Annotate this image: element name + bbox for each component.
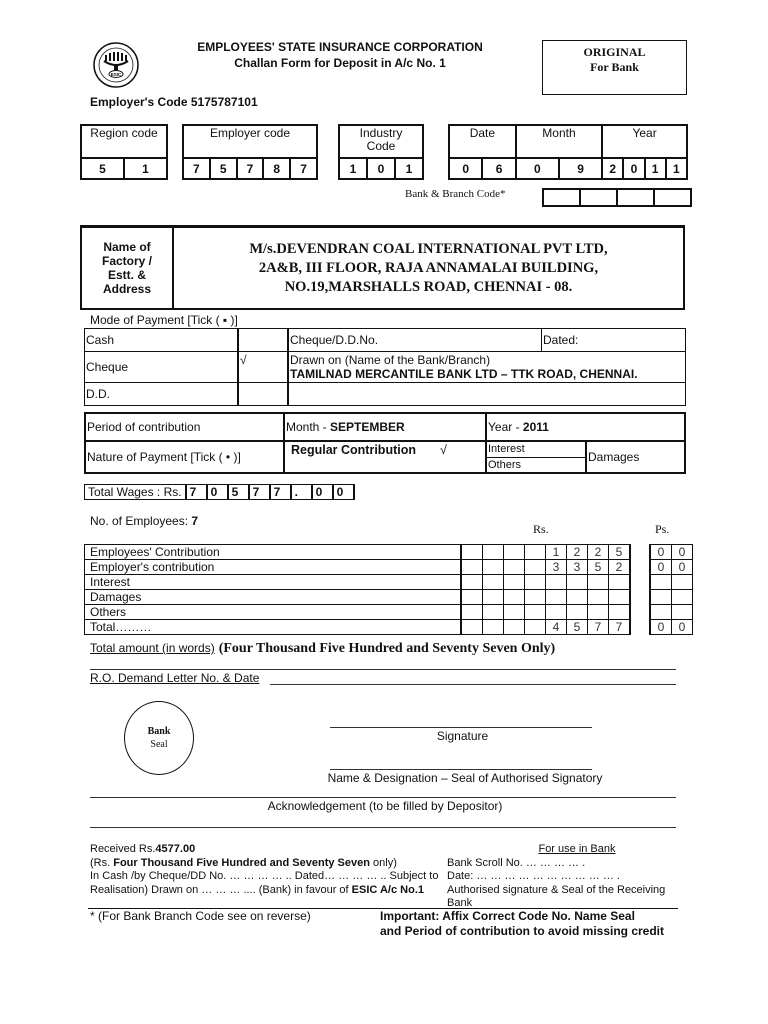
bank-use-section xyxy=(447,843,687,911)
factory-address-box xyxy=(80,225,685,310)
received-words-line xyxy=(90,857,438,871)
contribution-row xyxy=(85,590,693,605)
demand-letter-label: R.O. Demand Letter No. & Date xyxy=(90,671,260,685)
paise-digit-cell[interactable] xyxy=(672,590,693,605)
rupee-digit-cell[interactable] xyxy=(504,575,525,590)
rupee-digit-cell[interactable] xyxy=(504,590,525,605)
total-wages-box xyxy=(84,484,355,500)
contribution-row xyxy=(85,545,693,560)
rupee-digit-cell[interactable] xyxy=(483,590,504,605)
rupee-digit-cell[interactable] xyxy=(525,590,546,605)
rupee-digit-cell[interactable] xyxy=(546,575,567,590)
employer-code-box xyxy=(182,124,318,180)
factory-label-line: Estt. & xyxy=(107,268,146,282)
rupee-digit-cell[interactable]: 7 xyxy=(609,620,631,635)
date-label: Date xyxy=(449,125,516,158)
rupee-digit-cell[interactable]: 1 xyxy=(546,545,567,560)
factory-address-line: M/s.DEVENDRAN COAL INTERNATIONAL PVT LTD, xyxy=(249,240,608,257)
month-digit[interactable]: 9 xyxy=(559,158,602,179)
factory-label-line: Name of xyxy=(103,240,151,254)
total-amount-words-label: Total amount (in words) xyxy=(90,641,215,655)
period-of-contribution-table xyxy=(84,412,686,474)
rupee-digit-cell[interactable]: 7 xyxy=(588,620,609,635)
rupee-digit-cell[interactable] xyxy=(525,545,546,560)
contribution-row-label: Interest xyxy=(85,575,462,590)
rupee-digit-cell[interactable] xyxy=(483,575,504,590)
employer-code-digit[interactable]: 7 xyxy=(237,158,264,179)
year-digit[interactable]: 1 xyxy=(645,158,666,179)
column-gap xyxy=(630,560,650,575)
rupee-digit-cell[interactable] xyxy=(483,545,504,560)
factory-label-line: Factory / xyxy=(101,254,152,268)
copy-label-for-bank: For Bank xyxy=(590,60,639,74)
paise-digit-cell[interactable] xyxy=(650,605,672,620)
factory-label-line: Address xyxy=(102,282,151,296)
rupee-digit-cell[interactable]: 5 xyxy=(588,560,609,575)
rupee-digit-cell[interactable] xyxy=(588,575,609,590)
number-of-employees xyxy=(90,514,198,528)
wages-digit[interactable]: 5 xyxy=(228,485,249,500)
contribution-row-label: Damages xyxy=(85,590,462,605)
dd-tick-cell[interactable] xyxy=(238,383,288,406)
rupee-digit-cell[interactable]: 3 xyxy=(546,560,567,575)
employer-code-digit[interactable]: 8 xyxy=(263,158,290,179)
region-code-label: Region code xyxy=(81,125,167,158)
bank-branch-code-digit[interactable] xyxy=(654,189,691,206)
rupee-digit-cell[interactable] xyxy=(504,620,525,635)
rupee-digit-cell[interactable] xyxy=(504,605,525,620)
rupee-digit-cell[interactable] xyxy=(525,605,546,620)
employer-code-label: Employer code xyxy=(183,125,317,158)
column-gap xyxy=(630,545,650,560)
rupee-digit-cell[interactable] xyxy=(483,605,504,620)
region-code-digit[interactable]: 1 xyxy=(124,158,167,179)
year-label: Year xyxy=(602,125,687,158)
regular-contribution-tick: √ xyxy=(440,443,447,457)
divider-line xyxy=(90,669,676,670)
divider-line xyxy=(90,827,676,828)
contribution-table xyxy=(84,544,693,635)
period-label: Period of contribution xyxy=(85,413,284,441)
cash-label: Cash xyxy=(85,329,239,352)
received-drawn-line xyxy=(90,884,438,898)
demand-letter-row[interactable] xyxy=(90,671,259,685)
received-words-suffix: only) xyxy=(369,856,397,869)
logo-text: ESIC xyxy=(110,72,122,77)
rupees-column-label: Rs. xyxy=(533,522,549,536)
factory-address-line: NO.19,MARSHALLS ROAD, CHENNAI - 08. xyxy=(284,278,573,295)
paise-column-label: Ps. xyxy=(655,522,670,536)
industry-code-digit[interactable]: 1 xyxy=(395,158,423,179)
bank-branch-code-boxes xyxy=(542,188,692,207)
wages-digit[interactable]: 7 xyxy=(249,485,270,500)
date-digit[interactable]: 6 xyxy=(482,158,515,179)
column-gap xyxy=(630,605,650,620)
paise-digit-cell[interactable]: 0 xyxy=(672,620,693,635)
paise-digit-cell[interactable]: 0 xyxy=(650,545,672,560)
industry-code-digit[interactable]: 1 xyxy=(339,158,367,179)
employer-code-heading: Employer's Code 5175787101 xyxy=(90,95,258,109)
factory-address[interactable] xyxy=(174,228,683,308)
rupee-digit-cell[interactable] xyxy=(546,605,567,620)
cheque-label: Cheque xyxy=(85,352,239,383)
important-notice-line2: and Period of contribution to avoid missing credit xyxy=(380,924,665,938)
contribution-row xyxy=(85,620,693,635)
cheque-dd-no-label: Cheque/D.D.No. xyxy=(288,329,542,352)
industry-code-digit[interactable]: 0 xyxy=(367,158,395,179)
demand-letter-fill-line[interactable] xyxy=(270,684,676,685)
bank-branch-code-digit[interactable] xyxy=(580,189,617,206)
rupee-digit-cell[interactable] xyxy=(588,605,609,620)
nature-of-payment-label: Nature of Payment [Tick ( • )] xyxy=(85,441,284,473)
received-prefix: Received Rs. xyxy=(90,843,156,855)
dd-label: D.D. xyxy=(85,383,239,406)
month-digit[interactable]: 0 xyxy=(516,158,559,179)
number-of-employees-value: 7 xyxy=(191,514,199,528)
column-gap xyxy=(630,620,650,635)
bank-branch-footnote: * (For Bank Branch Code see on reverse) xyxy=(90,909,311,923)
contribution-row-label: Others xyxy=(85,605,462,620)
esic-logo-icon xyxy=(92,41,140,89)
paise-digit-cell[interactable] xyxy=(650,575,672,590)
rupee-digit-cell[interactable] xyxy=(461,620,483,635)
paise-digit-cell[interactable]: 0 xyxy=(672,560,693,575)
contribution-row-label: Employer's contribution xyxy=(85,560,462,575)
bank-branch-code-digit[interactable] xyxy=(543,189,580,206)
period-year[interactable] xyxy=(486,413,685,441)
org-name: EMPLOYEES' STATE INSURANCE CORPORATION xyxy=(197,40,483,54)
form-title: Challan Form for Deposit in A/c No. 1 xyxy=(234,56,446,70)
rupee-digit-cell[interactable] xyxy=(567,575,588,590)
rupee-digit-cell[interactable] xyxy=(609,575,631,590)
year-value: 2011 xyxy=(522,420,549,434)
total-wages-label: Total Wages : Rs. xyxy=(85,485,186,500)
rupee-digit-cell[interactable] xyxy=(461,575,483,590)
bank-branch-code-label: Bank & Branch Code* xyxy=(405,188,506,200)
important-notice xyxy=(380,909,664,939)
paise-digit-cell[interactable]: 0 xyxy=(650,620,672,635)
others-option[interactable]: Others xyxy=(486,457,586,473)
rupee-digit-cell[interactable] xyxy=(567,590,588,605)
drawn-on-value: TAMILNAD MERCANTILE BANK LTD – TTK ROAD, CHENNAI. xyxy=(290,367,638,381)
received-words-prefix: (Rs. xyxy=(90,856,114,869)
paise-digit-cell[interactable] xyxy=(650,590,672,605)
number-of-employees-label: No. of Employees: xyxy=(90,514,192,528)
important-notice-line1: Important: Affix Correct Code No. Name Seal xyxy=(380,909,635,923)
rupee-digit-cell[interactable] xyxy=(525,620,546,635)
wages-digit[interactable]: 0 xyxy=(312,485,333,500)
received-amount-line xyxy=(90,843,438,857)
dated-label: Dated: xyxy=(542,329,686,352)
bank-seal-line1: Bank xyxy=(147,726,171,737)
paise-digit-cell[interactable]: 0 xyxy=(672,545,693,560)
divider-line xyxy=(90,797,676,798)
rupee-digit-cell[interactable]: 2 xyxy=(609,560,631,575)
rupee-digit-cell[interactable] xyxy=(461,560,483,575)
cheque-tick-cell[interactable]: √ xyxy=(238,352,288,383)
wages-digit[interactable]: . xyxy=(291,485,312,500)
copy-label-box xyxy=(542,40,687,95)
region-code-digit[interactable]: 5 xyxy=(81,158,124,179)
column-gap xyxy=(630,575,650,590)
dd-details-cell[interactable] xyxy=(288,383,686,406)
rupee-digit-cell[interactable]: 2 xyxy=(588,545,609,560)
rupee-digit-cell[interactable]: 5 xyxy=(609,545,631,560)
contribution-row xyxy=(85,575,693,590)
month-label: Month - xyxy=(286,420,331,434)
rupee-digit-cell[interactable]: 4 xyxy=(546,620,567,635)
factory-label xyxy=(82,228,174,308)
paise-digit-cell[interactable] xyxy=(672,605,693,620)
region-code-box xyxy=(80,124,168,180)
regular-contribution-cell[interactable] xyxy=(284,441,486,473)
month-label: Month xyxy=(516,125,602,158)
year-digit[interactable]: 2 xyxy=(602,158,623,179)
bank-branch-code-digit[interactable] xyxy=(617,189,654,206)
paise-digit-cell[interactable]: 0 xyxy=(650,560,672,575)
rupee-digit-cell[interactable] xyxy=(525,560,546,575)
signature-line[interactable] xyxy=(330,727,592,728)
bank-seal-line2: Seal xyxy=(150,739,168,750)
interest-option[interactable]: Interest xyxy=(486,441,586,457)
bank-scroll-no[interactable]: Bank Scroll No. … … … … . xyxy=(447,856,586,869)
industry-code-label: Industry Code xyxy=(339,125,423,158)
rupee-digit-cell[interactable] xyxy=(504,545,525,560)
name-designation-label: Name & Designation – Seal of Authorised Signatory xyxy=(327,771,603,785)
total-amount-words-value: (Four Thousand Five Hundred and Seventy Seven Only) xyxy=(218,641,556,656)
name-designation-line[interactable] xyxy=(330,769,592,770)
rupee-digit-cell[interactable] xyxy=(504,560,525,575)
bank-authorised-signature: Authorised signature & Seal of the Receiving Bank xyxy=(447,883,666,909)
copy-label-original: ORIGINAL xyxy=(583,45,646,59)
drawn-on-cell[interactable] xyxy=(288,352,686,383)
rupee-digit-cell[interactable] xyxy=(461,590,483,605)
received-account: ESIC A/c No.1 xyxy=(351,883,424,896)
year-digit[interactable]: 1 xyxy=(666,158,687,179)
rupee-digit-cell[interactable]: 2 xyxy=(567,545,588,560)
regular-contribution-label: Regular Contribution xyxy=(291,443,416,457)
received-cheque-line: In Cash /by Cheque/DD No. … … … … .. Dated… … … … .. Subject to xyxy=(90,870,439,882)
received-amount: 4577.00 xyxy=(155,843,196,855)
rupee-digit-cell[interactable] xyxy=(588,590,609,605)
employer-code-digit[interactable]: 7 xyxy=(290,158,317,179)
wages-digit[interactable]: 7 xyxy=(270,485,291,500)
rupee-digit-cell[interactable] xyxy=(483,620,504,635)
received-drawn-prefix: Realisation) Drawn on … … … .... (Bank) in favour of xyxy=(90,883,352,896)
rupee-digit-cell[interactable] xyxy=(483,560,504,575)
signature-label: Signature xyxy=(436,729,489,743)
factory-address-line: 2A&B, III FLOOR, RAJA ANNAMALAI BUILDING, xyxy=(258,259,599,276)
rupee-digit-cell[interactable] xyxy=(609,590,631,605)
column-gap xyxy=(630,590,650,605)
bank-use-date[interactable]: Date: … … … … … … … … … … . xyxy=(447,870,620,882)
contribution-row-label: Employees' Contribution xyxy=(85,545,462,560)
paise-digit-cell[interactable] xyxy=(672,575,693,590)
rupee-digit-cell[interactable]: 3 xyxy=(567,560,588,575)
wages-digit[interactable]: 0 xyxy=(333,485,354,500)
wages-digit[interactable]: 7 xyxy=(186,485,207,500)
rupee-digit-cell[interactable] xyxy=(546,590,567,605)
damages-option[interactable]: Damages xyxy=(586,441,685,473)
mode-of-payment-table xyxy=(84,328,686,406)
contribution-row xyxy=(85,605,693,620)
rupee-digit-cell[interactable] xyxy=(567,605,588,620)
mode-of-payment-label: Mode of Payment [Tick ( ▪ )] xyxy=(90,313,238,327)
period-month[interactable] xyxy=(284,413,486,441)
date-box xyxy=(448,124,688,180)
rupee-digit-cell[interactable] xyxy=(609,605,631,620)
drawn-on-label: Drawn on (Name of the Bank/Branch) xyxy=(290,353,491,367)
contribution-row xyxy=(85,560,693,575)
rupee-digit-cell[interactable]: 5 xyxy=(567,620,588,635)
contribution-row-label: Total……… xyxy=(85,620,462,635)
receipt-section xyxy=(90,843,438,897)
rupee-digit-cell[interactable] xyxy=(461,605,483,620)
acknowledgement-label: Acknowledgement (to be filled by Depositor) xyxy=(267,799,503,813)
employer-code-digit[interactable]: 5 xyxy=(210,158,237,179)
year-label: Year - xyxy=(488,420,523,434)
year-digit[interactable]: 0 xyxy=(623,158,644,179)
employer-code-digit[interactable]: 7 xyxy=(183,158,210,179)
wages-digit[interactable]: 0 xyxy=(207,485,228,500)
received-words-value: Four Thousand Five Hundred and Seventy Seven xyxy=(113,856,370,869)
total-amount-words xyxy=(90,641,555,657)
bank-use-heading: For use in Bank xyxy=(538,843,616,855)
month-value: SEPTEMBER xyxy=(330,420,405,434)
industry-code-box xyxy=(338,124,424,180)
bank-seal-circle xyxy=(124,701,194,775)
rupee-digit-cell[interactable] xyxy=(525,575,546,590)
rupee-digit-cell[interactable] xyxy=(461,545,483,560)
cash-tick-cell[interactable] xyxy=(238,329,288,352)
date-digit[interactable]: 0 xyxy=(449,158,482,179)
